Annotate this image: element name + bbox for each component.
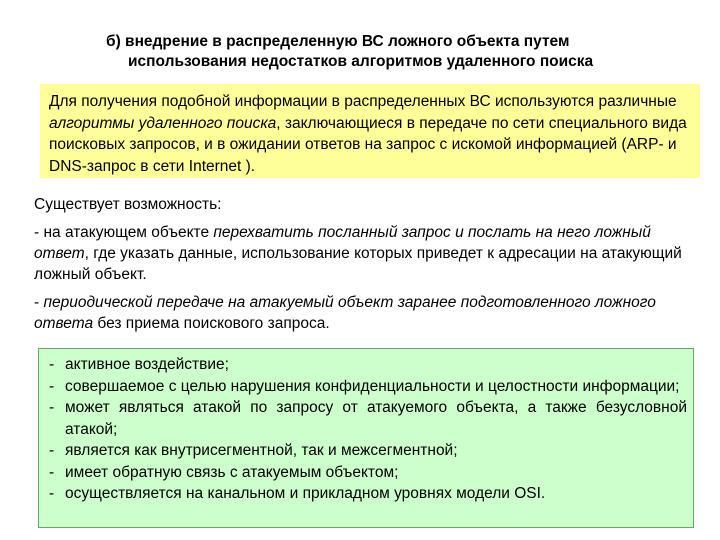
property-text: может являться атакой по запросу от атакуемого объекта, а также безусловной атакой; [65, 399, 687, 438]
option-2 [34, 292, 694, 334]
property-item [49, 397, 687, 440]
property-text: является как внутрисегментной, так и межсегментной; [65, 442, 458, 459]
property-text: совершаемое с целью нарушения конфиденциальности и целостности информации; [65, 377, 680, 395]
definition-text-end: , заключающиеся в передаче по сети специального вида поисковых запросов, и в ожидании ответов на запрос с искомой информацией (ARP- и DNS-запрос в сети Internet ). [49, 114, 687, 175]
option-1-prefix: - на атакующем объекте [34, 224, 214, 241]
definition-box [40, 84, 700, 178]
option-2-italic: периодической передаче на атакуемый объект заранее подготовленного ложного ответа [34, 294, 656, 332]
property-item [49, 376, 687, 398]
property-text: осуществляется на канальном и прикладном уровнях модели OSI. [65, 485, 546, 502]
bullet-dash: - [49, 356, 55, 373]
bullet-dash: - [49, 463, 55, 481]
bullet-dash: - [49, 442, 55, 459]
bullet-dash: - [49, 485, 55, 502]
properties-box [38, 348, 694, 528]
option-1-suffix: , где указать данные, использование которых приведет к адресации на атакующий ложный объект. [34, 245, 682, 283]
properties-list [49, 354, 687, 505]
property-item [49, 462, 687, 484]
property-item [49, 354, 687, 376]
option-2-prefix: - [34, 294, 44, 311]
slide-title-line-1: б) внедрение в распределенную ВС ложного объекта путем [106, 33, 570, 50]
body-text [34, 194, 694, 341]
intro-line: Существует возможность: [34, 196, 222, 213]
property-item [49, 483, 687, 505]
property-item [49, 440, 687, 462]
definition-text-start: Для получения подобной информации в распределенных ВС используются различные [49, 93, 677, 110]
bullet-dash: - [49, 399, 55, 416]
slide-title-line-2: использования недостатков алгоритмов удаленного поиска [128, 53, 594, 70]
option-1-italic: перехватить посланный запрос и послать на него ложный ответ [34, 224, 651, 262]
option-2-suffix: без приема поискового запроса. [93, 315, 330, 332]
property-text: имеет обратную связь с атакуемым объектом; [65, 463, 399, 481]
slide-title [106, 32, 666, 72]
bullet-dash: - [49, 377, 55, 395]
definition-term: алгоритмы удаленного поиска [49, 114, 277, 132]
option-1 [34, 222, 694, 285]
property-text: активное воздействие; [65, 356, 229, 373]
